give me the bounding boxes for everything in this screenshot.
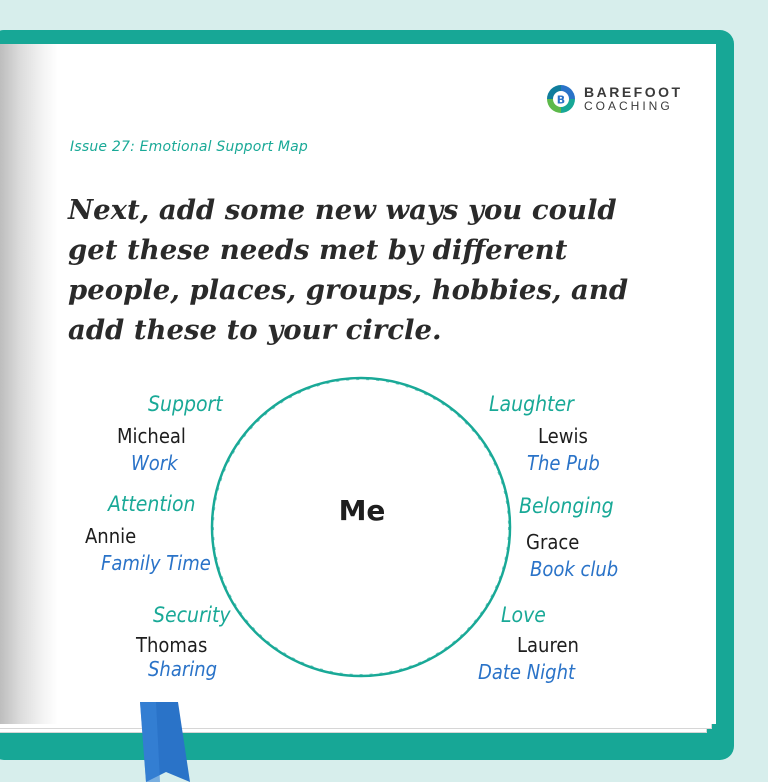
- activity-label: Date Night: [478, 660, 576, 684]
- circle-center-label: Me: [338, 494, 386, 527]
- activity-label: The Pub: [527, 451, 600, 475]
- need-label: Laughter: [489, 392, 574, 416]
- person-label: Micheal: [117, 424, 186, 448]
- need-label: Belonging: [519, 494, 614, 518]
- activity-label: Book club: [530, 557, 619, 581]
- need-label: Security: [153, 603, 231, 627]
- brand-name-line2: COACHING: [584, 99, 673, 113]
- need-label: Support: [148, 392, 223, 416]
- activity-label: Family Time: [101, 551, 211, 575]
- need-label: Attention: [108, 492, 196, 516]
- activity-label: Work: [131, 451, 178, 475]
- circle-outline-texture: [214, 380, 509, 675]
- person-label: Lewis: [538, 424, 588, 448]
- person-label: Annie: [85, 524, 137, 548]
- activity-label: Sharing: [148, 657, 218, 681]
- issue-label: Issue 27: Emotional Support Map: [70, 139, 308, 155]
- brand-name-line1: BAREFOOT: [584, 84, 683, 100]
- headline: Next, add some new ways you could get these needs met by different people, places, groups, hobbies, and add these to your circle.: [68, 194, 629, 346]
- need-label: Love: [501, 603, 546, 627]
- svg-text:B: B: [556, 93, 566, 107]
- person-label: Thomas: [136, 633, 208, 657]
- person-label: Lauren: [517, 633, 579, 657]
- person-label: Grace: [526, 530, 580, 554]
- bookmark-ribbon-icon: [126, 702, 192, 782]
